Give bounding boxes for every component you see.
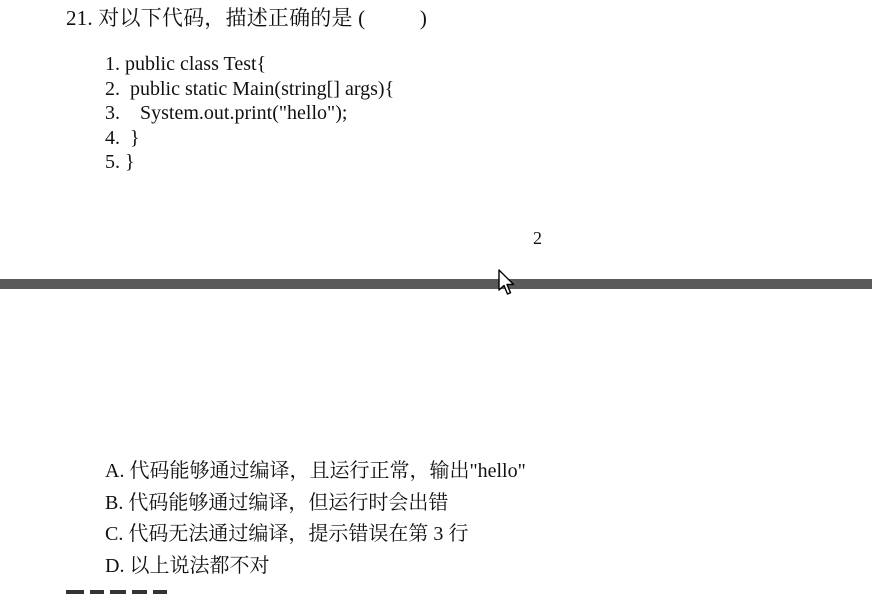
page-number: 2 [533,228,542,248]
code-line: 5. } [105,151,135,173]
code-line: 4. } [105,126,140,149]
next-question-cropped [66,590,226,598]
mouse-pointer-icon [497,269,517,297]
option-c: C. 代码无法通过编译，提示错误在第 3 行 [105,523,469,545]
code-line: 2. public static Main(string[] args){ [105,77,395,100]
option-b: B. 代码能够通过编译，但运行时会出错 [105,491,449,514]
page-divider [0,279,872,289]
page-upper [0,0,872,279]
option-d: D. 以上说法都不对 [105,554,270,577]
code-line: 1. public class Test{ [105,53,267,75]
option-a: A. 代码能够通过编译，且运行正常，输出"hello" [105,460,526,482]
code-block [105,52,394,175]
answer-options [105,456,526,582]
code-line: 3. System.out.print("hello"); [105,102,348,124]
question-title: 21. 对以下代码，描述正确的是 ( ) [66,6,428,30]
